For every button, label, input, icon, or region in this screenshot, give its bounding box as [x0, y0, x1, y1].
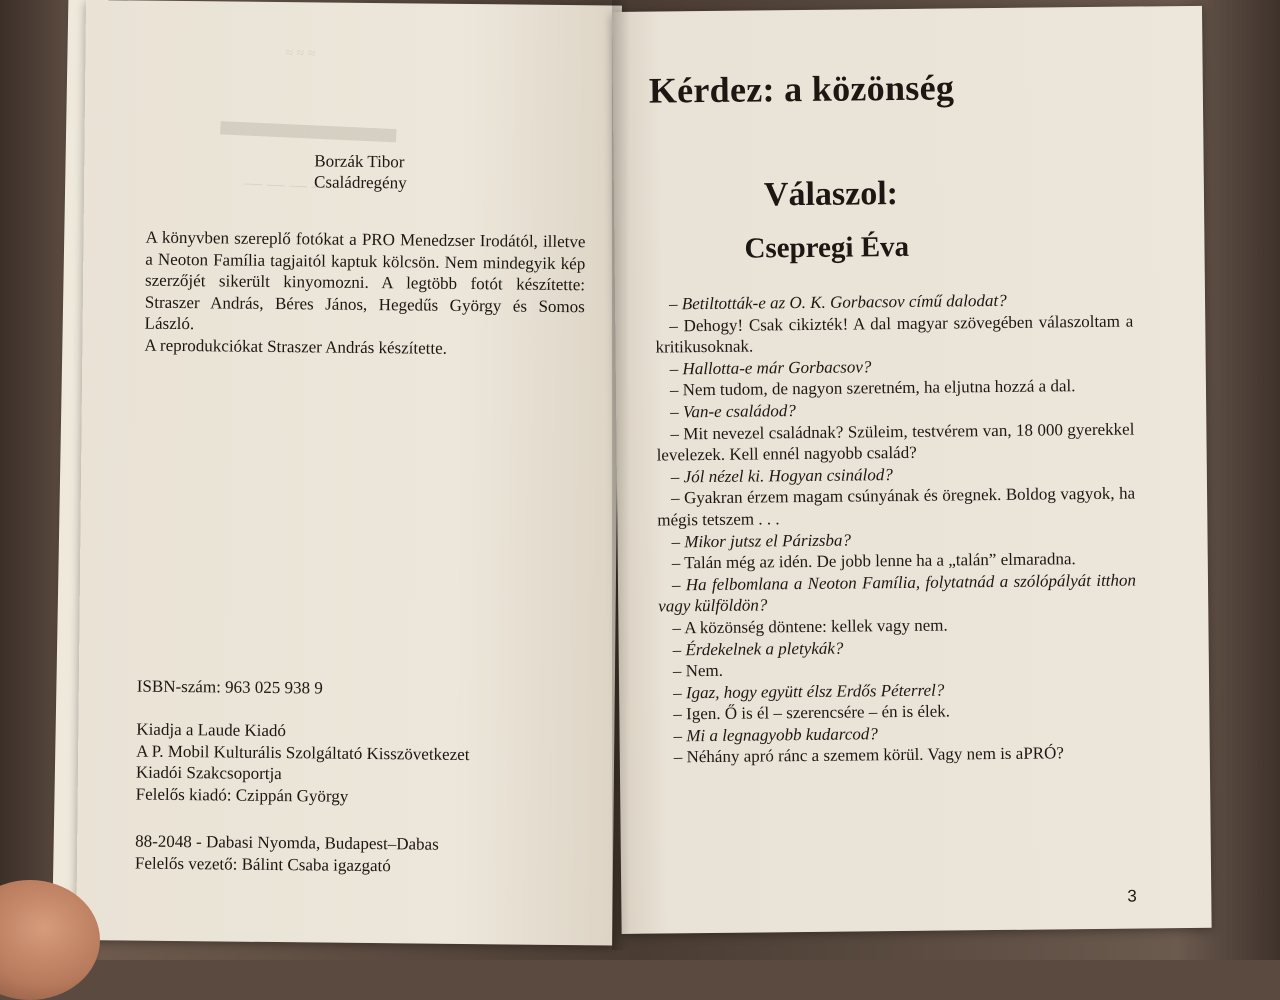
left-page [76, 0, 622, 946]
question: – Érdekelnek a pletykák? [672, 638, 844, 659]
printing-line: Felelős vezető: Bálint Csaba igazgató [134, 853, 391, 875]
question: – Hallotta-e már Gorbacsov? [669, 357, 872, 379]
question: – Ha felbomlana a Neoton Família, folytatnád a szólópályát itthon vagy külföldön? [658, 570, 1137, 616]
answer: – Nem tudom, de nagyon szeretném, ha eljutna hozzá a dal. [669, 376, 1076, 400]
publisher-line: Kiadja a Laude Kiadó [136, 719, 287, 741]
interviewee-name: Csepregi Éva [744, 230, 910, 265]
question: – Van-e családod? [670, 401, 796, 422]
question: – Mi a legnagyobb kudarcod? [673, 724, 878, 746]
publisher-line: A P. Mobil Kulturális Szolgáltató Kisszövetkezet [136, 741, 470, 764]
author-block [314, 150, 407, 193]
answer: – Talán még az idén. De jobb lenne ha a „talán” elmaradna. [671, 549, 1076, 573]
question: – Jól nézel ki. Hogyan csinálod? [670, 464, 893, 487]
page-number: 3 [1127, 886, 1137, 906]
interview-text [655, 289, 1138, 769]
page-subtitle: Válaszol: [763, 175, 899, 214]
answer: – Igen. Ő is él – szerencsére – én is élek. [673, 701, 951, 724]
publisher-line: Kiadói Szakcsoportja [135, 762, 282, 784]
author-name: Borzák Tibor [314, 151, 405, 172]
isbn: ISBN-szám: 963 025 938 9 [136, 676, 323, 698]
publisher-info [136, 719, 470, 808]
credits-paragraph: A reprodukciókat Straszer András készítette. [144, 335, 448, 358]
printing-info [135, 831, 439, 877]
show-through-subtitle: — — — — [243, 172, 331, 197]
printing-line: 88-2048 - Dabasi Nyomda, Budapest–Dabas [135, 831, 439, 854]
photo-credits [144, 227, 585, 361]
answer: – Dehogy! Csak cikizték! A dal magyar szövegében válaszoltam a kritikusoknak. [655, 311, 1134, 357]
answer: – Gyakran érzem magam csúnyának és öregnek. Boldog vagyok, ha mégis tetszem . . . [657, 483, 1136, 530]
page-title: Kérdez: a közönség [648, 67, 955, 111]
answer: – Néhány apró ránc a szemem körül. Vagy nem is aPRÓ? [673, 743, 1064, 767]
answer: – Mit nevezel családnak? Szüleim, testvérem van, 18 000 gyerekkel levelezek. Kell ennél nagyobb család? [656, 419, 1135, 465]
show-through-title: ▬▬▬▬ [219, 95, 398, 153]
credits-paragraph: A könyvben szereplő fotókat a PRO Menedzser Irodától, illetve a Neoton Família tagjaitól kaptuk kölcsön. Nem mindegyik kép szerzőjét sikerült kinyomozni. A legtöbb fotót készítette: Straszer András, Béres János, Hegedűs György és Somos László. [144, 227, 586, 334]
right-page [612, 6, 1212, 934]
answer: – A közönség döntene: kellek vagy nem. [672, 615, 948, 638]
book-title: Családregény [314, 172, 407, 193]
publisher-line: Felelős kiadó: Czippán György [135, 784, 349, 806]
question: – Igaz, hogy együtt élsz Erdős Péterrel? [673, 680, 945, 703]
question: – Mikor jutsz el Párizsba? [671, 530, 852, 551]
show-through-text: ≈ ≈ ≈ [285, 45, 316, 62]
question: – Betiltották-e az O. K. Gorbacsov című dalodat? [668, 290, 1007, 314]
answer: – Nem. [672, 660, 724, 681]
book-gutter-shadow [612, 0, 630, 950]
